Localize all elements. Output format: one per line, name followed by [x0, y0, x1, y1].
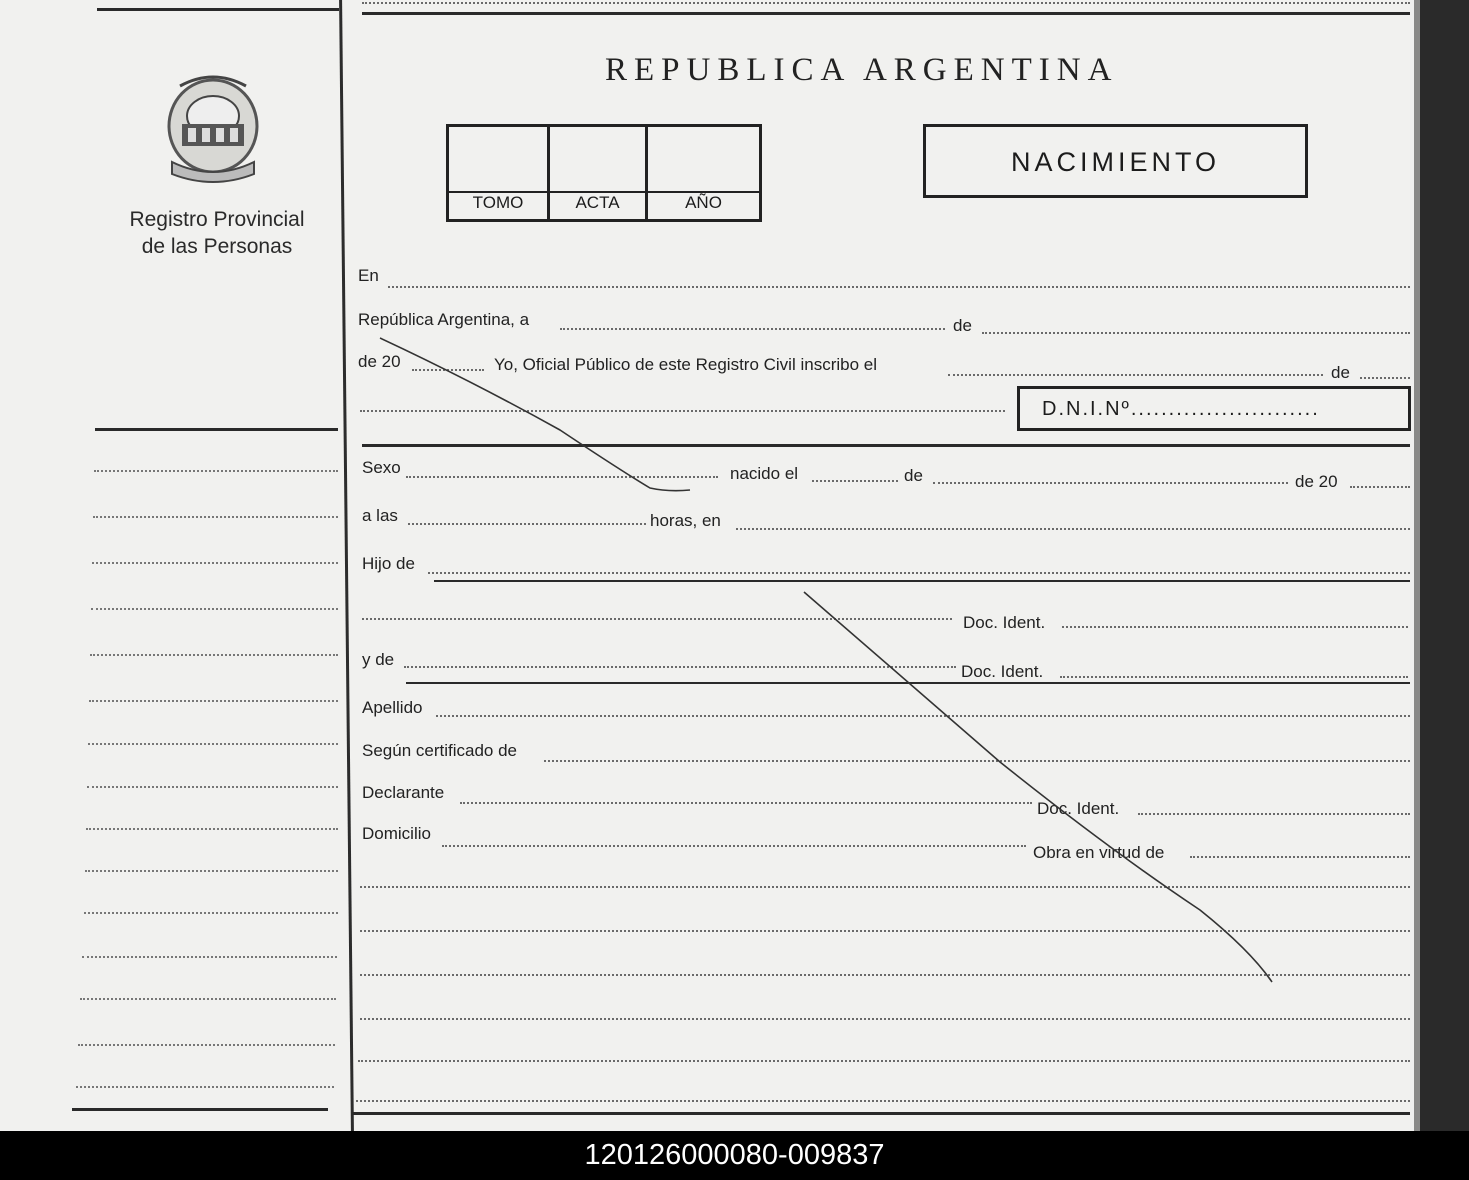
- label-domicilio: Domicilio: [362, 824, 431, 843]
- label-apellido: Apellido: [362, 698, 423, 717]
- label-obra: Obra en virtud de: [1033, 843, 1165, 862]
- label-declarante: Declarante: [362, 783, 445, 802]
- anio-label: AÑO: [685, 193, 722, 212]
- label-oficial: Yo, Oficial Público de este Registro Civil inscribo el: [494, 355, 877, 374]
- label-horas: horas, en: [650, 511, 721, 530]
- label-de20: de 20: [358, 352, 401, 371]
- dni-field[interactable]: D.N.I.Nº.........................: [1017, 386, 1411, 431]
- record-type-box: NACIMIENTO: [923, 124, 1308, 198]
- label-nacido: nacido el: [730, 464, 799, 483]
- label-sexo: Sexo: [362, 458, 401, 477]
- barcode-footer: 120126000080-009837: [0, 1131, 1469, 1180]
- label-en: En: [358, 266, 379, 285]
- label-segun: Según certificado de: [362, 741, 517, 760]
- label-doc-ident-1: Doc. Ident.: [963, 613, 1046, 632]
- strike-stroke-upper: [380, 338, 690, 491]
- acta-label: ACTA: [575, 193, 620, 212]
- label-doc-ident-3: Doc. Ident.: [1037, 799, 1120, 818]
- strike-stroke-lower: [804, 592, 1272, 982]
- label-a-las: a las: [362, 506, 398, 525]
- label-doc-ident-2: Doc. Ident.: [961, 662, 1044, 681]
- label-de20b: de 20: [1295, 472, 1338, 491]
- registry-name-line2: de las Personas: [141, 235, 293, 258]
- registry-name-line1: Registro Provincial: [129, 208, 305, 231]
- label-y-de: y de: [362, 650, 395, 669]
- label-hijo-de: Hijo de: [362, 554, 415, 573]
- label-de-1: de: [953, 316, 972, 335]
- tomo-label: TOMO: [472, 193, 524, 212]
- label-republica: República Argentina, a: [358, 310, 530, 329]
- label-de-3: de: [904, 466, 923, 485]
- page-title: REPUBLICA ARGENTINA: [605, 52, 1119, 88]
- label-de-2: de: [1331, 363, 1350, 382]
